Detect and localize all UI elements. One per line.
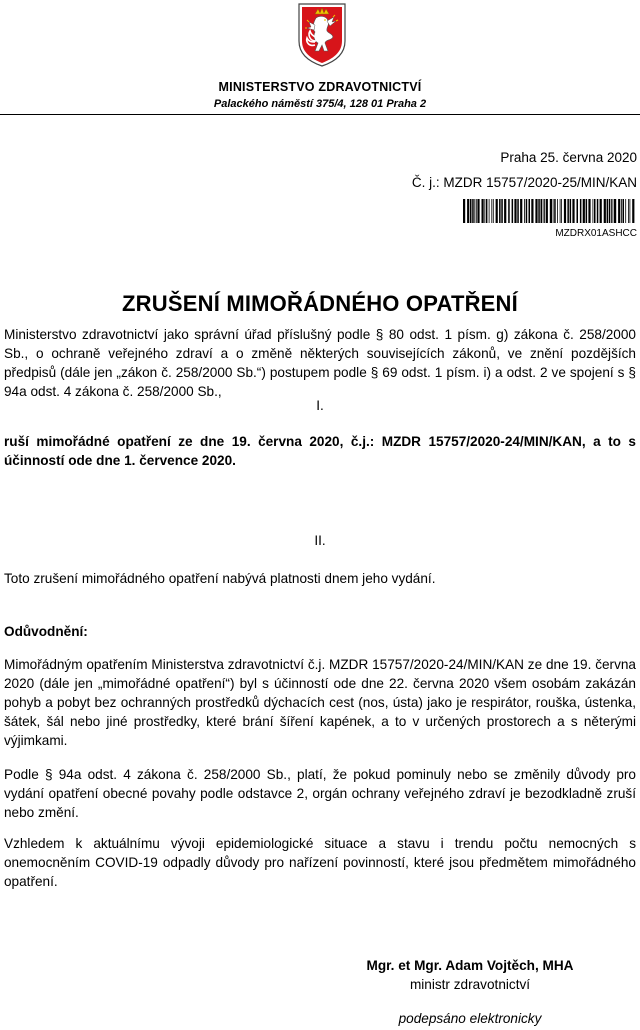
barcode-bar	[577, 199, 579, 223]
barcode-bar	[570, 199, 572, 223]
barcode-bar	[504, 199, 506, 223]
document-title: ZRUŠENÍ MIMOŘÁDNÉHO OPATŘENÍ	[122, 291, 518, 316]
signatory-role: ministr zdravotnictví	[409, 977, 531, 992]
barcode-bar	[550, 199, 552, 223]
barcode-bar	[618, 199, 620, 223]
barcode-bar	[553, 199, 554, 223]
barcode-bar	[474, 199, 475, 223]
barcode-bar	[628, 199, 629, 223]
barcode-bar	[593, 199, 594, 223]
barcode-bar	[564, 199, 566, 223]
barcode-bar	[567, 199, 569, 223]
barcode-bar	[625, 199, 626, 223]
barcode-bar	[541, 199, 543, 223]
barcode-bar	[560, 199, 561, 223]
barcode-bar	[489, 199, 490, 223]
barcode-bar	[529, 199, 531, 223]
barcode-bar	[604, 199, 606, 223]
reference-number: Č. j.: MZDR 15757/2020-25/MIN/KAN	[411, 175, 637, 190]
barcode-bar	[491, 199, 492, 223]
intro-paragraph: Ministerstvo zdravotnictví jako správní úřad příslušný podle § 80 odst. 1 písm. g) zákona č. 258/2000 Sb., o ochraně veřejného zdraví a o změně některých souvisejících zákonů, ve znění pozdějších předpisů (dále jen „zákon č. 258/2000 Sb.“) postupem podle § 69 odst. 1 písm. i) a odst. 2 ve spojení s § 94a odst. 4 zákona č. 258/2000 Sb.,	[4, 327, 636, 399]
barcode-bar	[543, 199, 544, 223]
barcode-bar	[586, 199, 588, 223]
section-numeral-1: I.	[316, 398, 324, 413]
barcode-bar	[486, 199, 488, 223]
barcode-bar	[477, 199, 479, 223]
barcode-bar	[496, 199, 498, 223]
barcode-bar	[470, 199, 472, 223]
barcode-id: MZDRX01ASHCC	[555, 228, 637, 239]
barcode-bar	[621, 199, 622, 223]
barcode-bar	[493, 199, 494, 223]
signatory-name: Mgr. et Mgr. Adam Vojtěch, MHA	[366, 958, 574, 973]
header-divider	[0, 114, 640, 115]
barcode-bar	[484, 199, 485, 223]
barcode-bar	[613, 199, 614, 223]
barcode-bar	[614, 199, 616, 223]
barcode-bar	[501, 199, 503, 223]
barcode-bar	[607, 199, 609, 223]
barcode-bar	[517, 199, 519, 223]
barcode-bar	[544, 199, 545, 223]
barcode-bar	[535, 199, 537, 223]
section-numeral-2: II.	[314, 533, 326, 548]
barcode-bar	[600, 199, 602, 223]
barcode-bar	[531, 199, 533, 223]
barcode	[463, 199, 637, 223]
barcode-bar	[557, 199, 558, 223]
barcode-bar	[524, 199, 525, 223]
barcode-bar	[630, 199, 631, 223]
reasoning-paragraph-1: Mimořádným opatřením Ministerstva zdravotnictví č.j. MZDR 15757/2020-24/MIN/KAN ze dne 19. června 2020 (dále jen „mimořádné opatření“) byl s účinností ode dne 22. června 2020 všem osobám zakázán pohyb a pobyt bez ochranných prostředků dýchacích cest (nos, ústa) jako je respirátor, rouška, ústenka, šátek, šál nebo jiné prostředky, které brání šíření kapének, a to v určených prostorech a s něterými výjimkami.	[4, 657, 636, 748]
barcode-bar	[572, 199, 574, 223]
barcode-bar	[499, 199, 501, 223]
barcode-bar	[482, 199, 484, 223]
barcode-bar	[514, 199, 516, 223]
barcode-bar	[520, 199, 522, 223]
barcode-bar	[580, 199, 582, 223]
barcode-bar	[561, 199, 562, 223]
barcode-bar	[467, 199, 469, 223]
barcode-bar	[463, 199, 465, 223]
section-2-text: Toto zrušení mimořádného opatření nabývá platnosti dnem jeho vydání.	[4, 571, 436, 586]
ministry-address: Palackého náměstí 375/4, 128 01 Praha 2	[213, 98, 427, 110]
reasoning-heading: Odůvodnění:	[4, 624, 88, 639]
czech-coat-of-arms-icon	[296, 1, 348, 67]
section-1-text: ruší mimořádné opatření ze dne 19. června 2020, č.j.: MZDR 15757/2020-24/MIN/KAN, a to s účinností ode dne 1. července 2020.	[4, 434, 636, 468]
barcode-bar	[632, 199, 634, 223]
barcode-bar	[588, 199, 590, 223]
barcode-bar	[546, 199, 548, 223]
barcode-bar	[538, 199, 540, 223]
ministry-name: MINISTERSTVO ZDRAVOTNICTVÍ	[218, 80, 422, 94]
barcode-bar	[583, 199, 585, 223]
barcode-bar	[623, 199, 625, 223]
reasoning-paragraph-2: Podle § 94a odst. 4 zákona č. 258/2000 Sb., platí, že pokud pominuly nebo se změnily důvody pro vydání opatření obecné povahy podle odstavce 2, orgán ochrany veřejného zdraví je bezodkladně zruší nebo změní.	[4, 767, 636, 820]
barcode-bar	[554, 199, 556, 223]
barcode-bar	[508, 199, 510, 223]
barcode-bar	[512, 199, 513, 223]
signature-note: podepsáno elektronicky	[398, 1011, 542, 1026]
barcode-bar	[476, 199, 477, 223]
barcode-bar	[609, 199, 611, 223]
barcode-bar	[472, 199, 474, 223]
barcode-bar	[594, 199, 596, 223]
barcode-bar	[611, 199, 612, 223]
barcode-bar	[526, 199, 528, 223]
reasoning-paragraph-3: Vzhledem k aktuálnímu vývoji epidemiologické situace a stavu i trendu počtu nemocných s onemocněním COVID-19 odpadly důvody pro nařízení povinností, které jsou předmětem mimořádného opatření.	[4, 836, 636, 889]
document-date: Praha 25. června 2020	[500, 150, 637, 165]
barcode-bar	[597, 199, 599, 223]
